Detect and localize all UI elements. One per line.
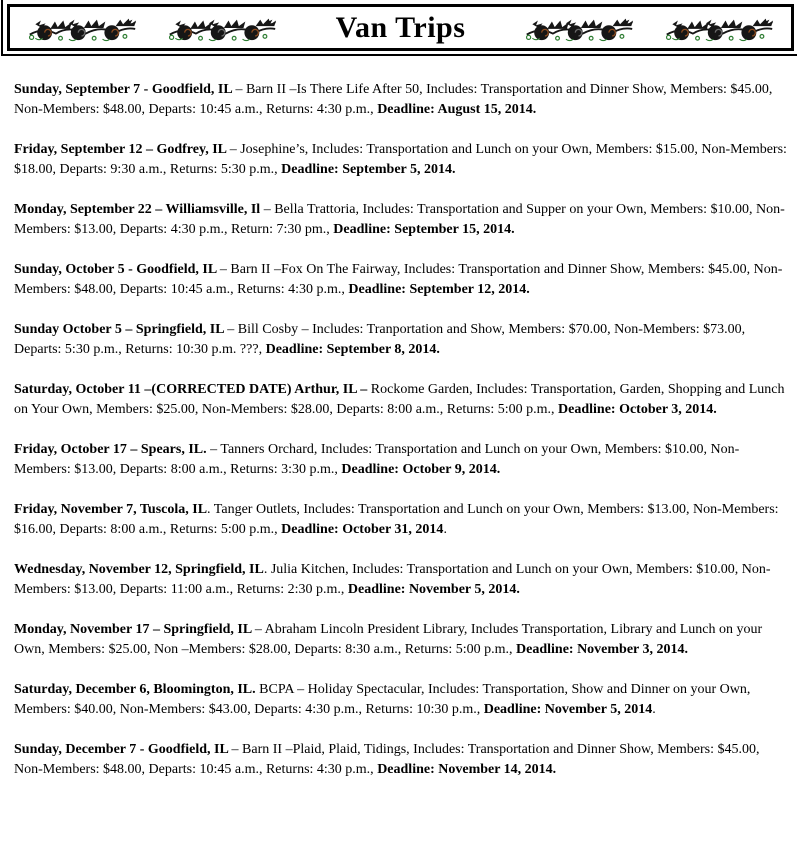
right-ornaments (523, 13, 775, 43)
trip-paragraph (14, 680, 788, 720)
trip-text-bold: Monday, November 17 – Springfield, IL (14, 622, 255, 637)
rose-vine-icon (26, 13, 138, 43)
page-title: Van Trips (335, 10, 466, 44)
trip-text-bold: Deadline: November 14, 2014. (377, 762, 557, 777)
trip-text-bold: Sunday October 5 – Springfield, IL (14, 322, 228, 337)
trip-text-bold: Friday, November 7, Tuscola, IL (14, 502, 208, 517)
trip-text-bold: Friday, September 12 – Godfrey, IL (14, 142, 230, 157)
trip-text: – Barn II –Fox On The Fairway, Includes: Transportation and Dinner Show, Members: $45.00, Non-Members: $48.00, Departs: 10:45 a.m., Returns: 4:30 p.m., (14, 262, 783, 297)
trip-text: BCPA – Holiday Spectacular, Includes: Transportation, Show and Dinner on your Own, Members: $40.00, Non-Members: $43.00, Departs: 4:30 p.m., Returns: 10:30 p.m., (14, 682, 751, 717)
rose-vine-icon (663, 13, 775, 43)
trip-paragraph (14, 740, 788, 780)
trip-paragraph (14, 500, 788, 540)
trip-text-bold: Saturday, December 6, Bloomington, IL. (14, 682, 256, 697)
trip-text: . (443, 522, 447, 537)
trip-text-bold: Deadline: October 9, 2014. (341, 462, 501, 477)
trip-text: – Barn II –Plaid, Plaid, Tidings, Includes: Transportation and Dinner Show, Members: $45.00, Non-Members: $48.00, Departs: 10:45 a.m., Returns: 4:30 p.m., (14, 742, 760, 777)
trip-text-bold: Deadline: August 15, 2014. (377, 102, 537, 117)
trip-text-bold: Deadline: November 5, 2014. (347, 582, 520, 597)
trip-paragraph (14, 620, 788, 660)
trip-text: – Bella Trattoria, Includes: Transportation and Supper on your Own, Members: $10.00, Non-Members: $13.00, Departs: 4:30 p.m., Return: 7:30 pm., (14, 202, 785, 237)
rose-vine-icon (166, 13, 278, 43)
trip-text-bold: Saturday, October 11 –(CORRECTED DATE) Arthur, IL – (14, 382, 371, 397)
trip-text-bold: Monday, September 22 – Williamsville, Il (14, 202, 264, 217)
trip-text-bold: Deadline: October 31, 2014 (281, 522, 444, 537)
trip-text: – Tanners Orchard, Includes: Transportation and Lunch on your Own, Members: $10.00, Non-Members: $13.00, Departs: 8:00 a.m., Returns: 3:30 p.m., (14, 442, 740, 477)
trip-text: . (652, 702, 656, 717)
trip-text-bold: Deadline: September 15, 2014. (333, 222, 515, 237)
trip-list (14, 80, 788, 780)
trip-paragraph (14, 560, 788, 600)
trip-paragraph (14, 80, 788, 120)
trip-text: – Bill Cosby – Includes: Tranportation and Show, Members: $70.00, Non-Members: $73.00, Departs: 5:30 p.m., Returns: 10:30 p.m. ???, (14, 322, 746, 357)
trip-text: . Julia Kitchen, Includes: Transportation and Lunch on your Own, Members: $10.00, Non-Members: $13.00, Departs: 11:00 a.m., Returns: 2:30 p.m., (14, 562, 771, 597)
header-frame (7, 4, 794, 51)
rose-vine-icon (523, 13, 635, 43)
trip-text-bold: Deadline: September 5, 2014. (281, 162, 456, 177)
trip-text-bold: Deadline: September 12, 2014. (348, 282, 530, 297)
trip-paragraph (14, 140, 788, 180)
trip-text-bold: Deadline: November 5, 2014 (483, 702, 653, 717)
trip-paragraph (14, 260, 788, 300)
trip-paragraph (14, 200, 788, 240)
left-ornaments (26, 13, 278, 43)
trip-text-bold: Deadline: November 3, 2014. (516, 642, 689, 657)
trip-text-bold: Sunday, October 5 - Goodfield, IL (14, 262, 220, 277)
trip-text-bold: Deadline: September 8, 2014. (265, 342, 440, 357)
trip-text: Rockome Garden, Includes: Transportation, Garden, Shopping and Lunch on Your Own, Members: $25.00, Non-Members: $28.00, Departs: 8:00 a.m., Returns: 5:00 p.m., (14, 382, 785, 417)
header (7, 4, 794, 51)
trip-text-bold: Sunday, September 7 - Goodfield, IL (14, 82, 236, 97)
trip-text-bold: Deadline: October 3, 2014. (558, 402, 717, 417)
trip-text-bold: Friday, October 17 – Spears, IL. (14, 442, 211, 457)
trip-paragraph (14, 440, 788, 480)
trip-text-bold: Sunday, December 7 - Goodfield, IL (14, 742, 232, 757)
trip-text: – Abraham Lincoln President Library, Includes Transportation, Library and Lunch on your Own, Members: $25.00, Non –Members: $28.00, Departs: 8:30 a.m., Returns: 5:00 p.m., (14, 622, 763, 657)
trip-paragraph (14, 320, 788, 360)
trip-text: . Tanger Outlets, Includes: Transportation and Lunch on your Own, Members: $13.00, Non-Members: $16.00, Departs: 8:00 a.m., Returns: 5:00 p.m., (14, 502, 779, 537)
trip-text: – Barn II –Is There Life After 50, Includes: Transportation and Dinner Show, Members: $45.00, Non-Members: $48.00, Departs: 10:45 a.m., Returns: 4:30 p.m., (14, 82, 773, 117)
trip-paragraph (14, 380, 788, 420)
trip-text: – Josephine’s, Includes: Transportation and Lunch on your Own, Members: $15.00, Non-Members: $18.00, Departs: 9:30 a.m., Returns: 5:30 p.m., (14, 142, 787, 177)
trip-text-bold: Wednesday, November 12, Springfield, IL (14, 562, 264, 577)
